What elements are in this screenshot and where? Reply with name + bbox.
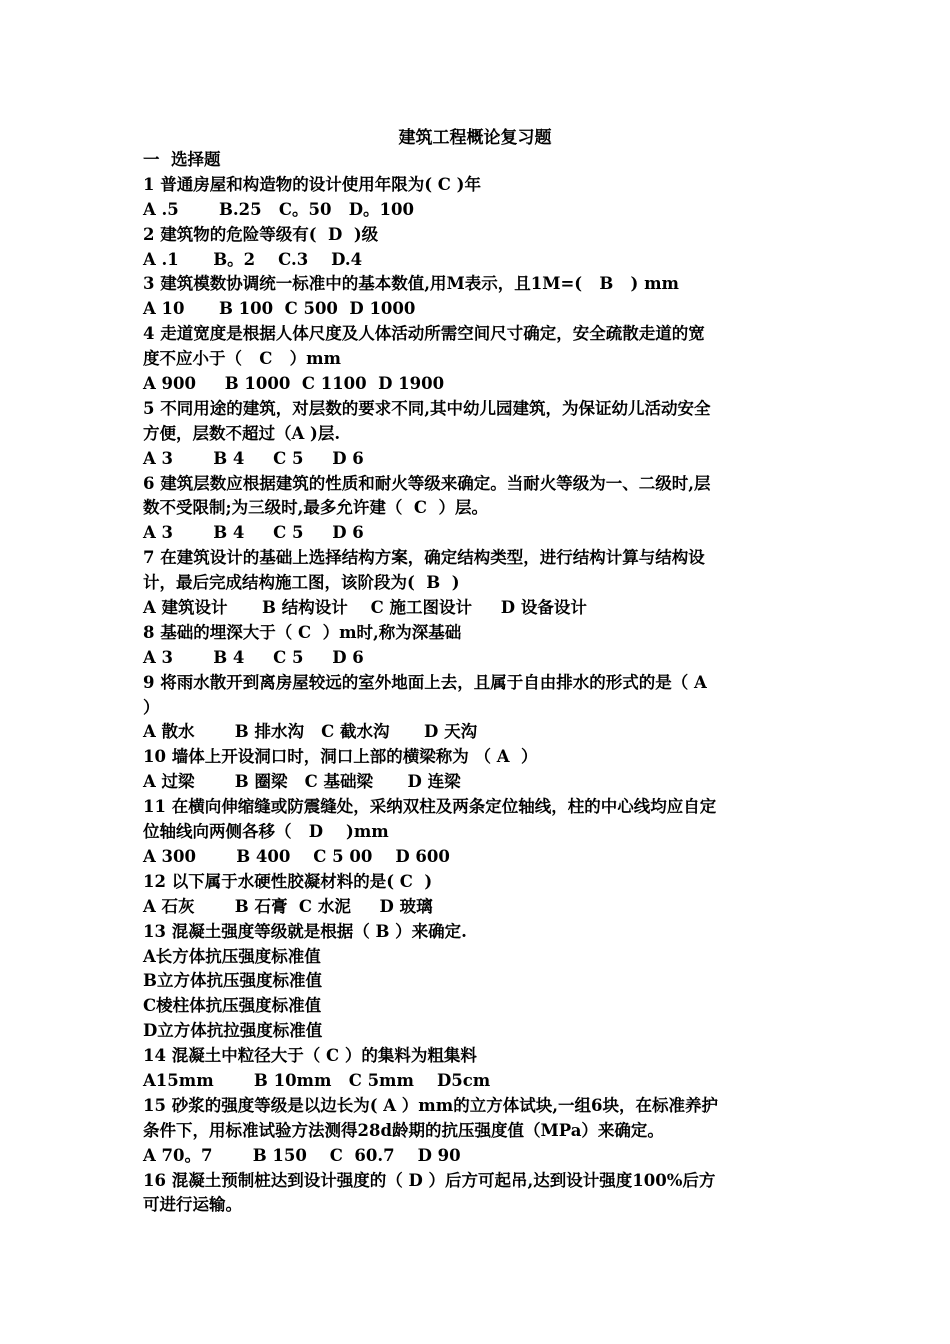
text-line: C棱柱体抗压强度标准值 [143, 996, 322, 1016]
question-list [143, 148, 813, 1218]
text-line: 3 建筑模数协调统一标准中的基本数值,用M表示，且1M=( B ) mm [143, 274, 679, 294]
text-line: A 建筑设计 B 结构设计 C 施工图设计 D 设备设计 [143, 598, 587, 618]
text-line: 可进行运输。 [143, 1195, 242, 1215]
text-line: 2 建筑物的危险等级有( D )级 [143, 224, 379, 244]
text-line: A 900 B 1000 C 1100 D 1900 [143, 374, 445, 394]
text-line: 度不应小于（ C ）mm [143, 349, 342, 369]
text-line: A 3 B 4 C 5 D 6 [143, 523, 364, 543]
text-line: 计，最后完成结构施工图，该阶段为( B ) [143, 573, 460, 593]
text-line: 12 以下属于水硬性胶凝材料的是( C ) [143, 871, 433, 891]
text-line: A .5 B.25 C。50 D。100 [143, 199, 414, 219]
text-line: A 过梁 B 圈梁 C 基础梁 D 连梁 [143, 772, 461, 792]
text-line: A 3 B 4 C 5 D 6 [143, 647, 364, 667]
text-line: 方便，层数不超过（A )层. [143, 423, 341, 443]
text-line: 7 在建筑设计的基础上选择结构方案，确定结构类型，进行结构计算与结构设 [143, 548, 705, 568]
text-line: 14 混凝土中粒径大于（ C ）的集料为粗集料 [143, 1046, 477, 1066]
text-line: A 3 B 4 C 5 D 6 [143, 448, 364, 468]
text-line: 一 选择题 [143, 150, 221, 169]
text-line: 6 建筑层数应根据建筑的性质和耐火等级来确定。当耐火等级为一、二级时,层 [143, 473, 711, 493]
text-line: A 70。7 B 150 C 60.7 D 90 [143, 1145, 461, 1165]
text-line: D立方体抗拉强度标准值 [143, 1021, 323, 1041]
text-line: A15mm B 10mm C 5mm D5cm [143, 1070, 491, 1090]
text-line: 9 将雨水散开到离房屋较远的室外地面上去，且属于自由排水的形式的是（ A [143, 672, 707, 692]
text-line: B立方体抗压强度标准值 [143, 971, 322, 991]
text-line: 13 混凝土强度等级就是根据（ B ）来确定. [143, 921, 467, 941]
text-line: A 石灰 B 石膏 C 水泥 D 玻璃 [143, 896, 433, 916]
text-line: A 300 B 400 C 5 00 D 600 [143, 846, 450, 866]
text-line: 16 混凝土预制桩达到设计强度的（ D ）后方可起吊,达到设计强度100%后方 [143, 1170, 716, 1190]
text-line: A长方体抗压强度标准值 [143, 946, 321, 966]
text-line: 位轴线向两侧各移（ D )mm [143, 822, 389, 842]
text-line: A 散水 B 排水沟 C 截水沟 D 天沟 [143, 722, 478, 742]
text-line: 4 走道宽度是根据人体尺度及人体活动所需空间尺寸确定，安全疏散走道的宽 [143, 324, 705, 344]
text-line: A .1 B。2 C.3 D.4 [143, 249, 363, 269]
document-title: 建筑工程概论复习题 [398, 128, 552, 148]
text-line: 11 在横向伸缩缝或防震缝处，采纳双柱及两条定位轴线，柱的中心线均应自定 [143, 797, 717, 817]
text-line: 8 基础的埋深大于（ C ）m时,称为深基础 [143, 622, 462, 642]
text-line: 条件下，用标准试验方法测得28d龄期的抗压强度值（MPa）来确定。 [143, 1120, 664, 1140]
text-line: 15 砂浆的强度等级是以边长为( A ）mm的立方体试块,一组6块，在标准养护 [143, 1095, 718, 1115]
text-line: 5 不同用途的建筑，对层数的要求不同,其中幼儿园建筑，为保证幼儿活动安全 [143, 398, 711, 418]
text-line: 1 普通房屋和构造物的设计使用年限为( C )年 [143, 174, 481, 194]
text-line: ） [143, 697, 160, 717]
text-line: A 10 B 100 C 500 D 1000 [143, 299, 416, 319]
text-line: 数不受限制;为三级时,最多允许建（ C ）层。 [143, 498, 488, 518]
text-line: 10 墙体上开设洞口时，洞口上部的横梁称为 （ A ） [143, 747, 538, 767]
